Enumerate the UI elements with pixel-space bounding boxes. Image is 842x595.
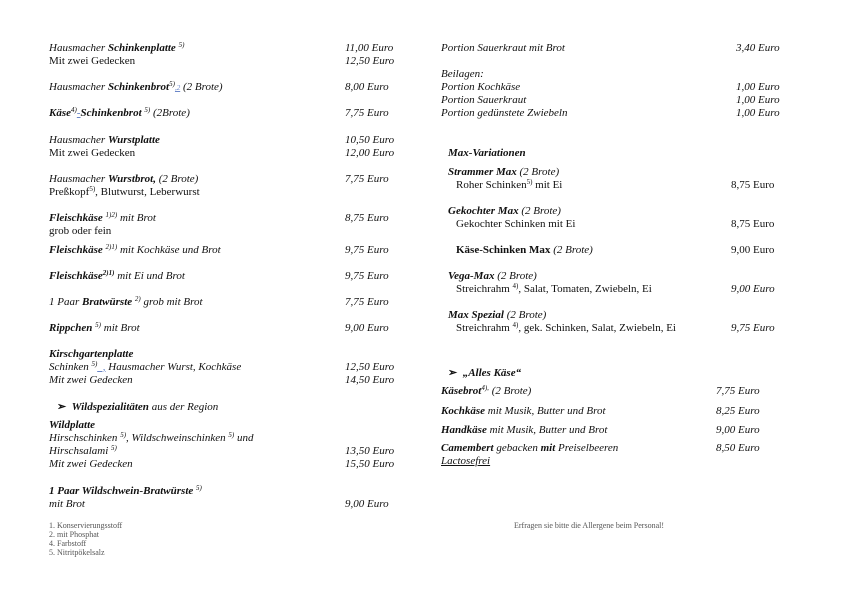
price: 7,75 Euro: [345, 173, 389, 185]
item-camembert: Camembert gebacken mit Preiselbeeren: [441, 442, 619, 454]
item-sub: mit Brot: [49, 498, 85, 510]
price: 7,75 Euro: [345, 296, 389, 308]
price: 10,50 Euro: [345, 134, 395, 146]
price: 12,50 Euro: [345, 361, 395, 373]
item-max-name: Gekochter Max (2 Brote): [448, 205, 561, 217]
item-sub: Hirschsalami $^{5)}$: [49, 444, 117, 457]
item-schinkenbrot: Hausmacher Schinkenbrot$^{5)}$,2 (2 Brote): [49, 80, 223, 93]
footnote: 1. Konservierungsstoff: [49, 521, 123, 530]
price: 9,00 Euro: [731, 244, 775, 256]
price: 15,50 Euro: [345, 458, 395, 470]
allergen-note: Erfragen sie bitte die Allergene beim Personal!: [514, 521, 665, 530]
item-wurstplatte: Hausmacher Wurstplatte: [49, 134, 160, 146]
item-sub: grob oder fein: [49, 225, 112, 237]
price: 14,50 Euro: [345, 374, 395, 386]
section-heading-wild: ➢ Wildspezialitäten aus der Region: [57, 401, 219, 413]
footnote: 4. Farbstoff: [49, 539, 87, 548]
price: 12,50 Euro: [345, 55, 395, 67]
item-schinkenplatte: Hausmacher Schinkenplatte $^{5)}$: [49, 41, 185, 54]
item-max-desc: Streichrahm $^{4)}$, Salat, Tomaten, Zwiebeln, Ei: [456, 282, 652, 295]
item-sub: Mit zwei Gedecken: [49, 374, 133, 386]
section-heading-kaese: ➢ „Alles Käse“: [448, 367, 522, 379]
item-fleischkaese-ei: Fleischkäse$^{2)1)}$ mit Ei und Brot: [49, 269, 185, 282]
price: 9,00 Euro: [345, 498, 389, 510]
item-sub: Mit zwei Gedecken: [49, 458, 133, 470]
item-sub: Mit zwei Gedecken: [49, 147, 136, 159]
price: 9,75 Euro: [731, 322, 775, 334]
price: 9,00 Euro: [345, 322, 389, 334]
item-max-name: Max Spezial (2 Brote): [448, 309, 547, 321]
item-name: Schinkenplatte: [107, 42, 176, 54]
price: 1,00 Euro: [736, 81, 780, 93]
item-kaesebrot: Käsebrot$^{4),}$ (2 Brote): [441, 384, 532, 397]
price: 9,75 Euro: [345, 270, 389, 282]
item-sub: Schinken $^{5)}$_, Hausmacher Wurst, Kochkäse: [49, 360, 242, 373]
beilagen-title: Beilagen:: [441, 68, 484, 80]
footnote: 2. mit Phosphat: [49, 530, 100, 539]
price: 7,75 Euro: [716, 385, 760, 397]
item-handkaese: Handkäse mit Musik, Butter und Brot: [441, 424, 608, 436]
price: 8,75 Euro: [345, 212, 389, 224]
lactosefrei-note: Lactosefrei: [441, 455, 491, 467]
beilage-item: Portion gedünstete Zwiebeln: [441, 107, 568, 119]
section-heading-max: Max-Variationen: [448, 147, 526, 159]
item-sub: Preßkopf$^{5)}$, Blutwurst, Leberwurst: [49, 185, 200, 198]
item-bratwuerste: 1 Paar Bratwürste $^{2)}$ grob mit Brot: [49, 295, 203, 308]
item-max-desc: Gekochter Schinken mit Ei: [456, 218, 576, 230]
item-wildplatte: Wildplatte: [49, 419, 96, 431]
item-fleischkaese-kochkaese: Fleischkäse $^{2)1)}$ mit Kochkäse und Brot: [49, 243, 221, 256]
price: 11,00 Euro: [345, 42, 394, 54]
item-max-name: Strammer Max (2 Brote): [448, 166, 560, 178]
item-max-desc: Streichrahm $^{4)}$, gek. Schinken, Salat, Zwiebeln, Ei: [456, 321, 676, 334]
item-max-desc: Roher Schinken$^{5)}$ mit Ei: [456, 178, 563, 191]
item-rippchen: Rippchen $^{5)}$ mit Brot: [49, 321, 140, 334]
item-sauerkraut: Portion Sauerkraut mit Brot: [441, 42, 565, 54]
item-kirschgartenplatte: Kirschgartenplatte: [49, 348, 134, 360]
item-wild-bratwurst: 1 Paar Wildschwein-Bratwürste $^{5)}$: [49, 484, 202, 497]
price: 3,40 Euro: [736, 42, 780, 54]
price: 12,00 Euro: [345, 147, 395, 159]
item-max-name: Käse-Schinken Max (2 Brote): [456, 244, 593, 256]
item-wurstbrot: Hausmacher Wurstbrot, (2 Brote): [49, 173, 199, 185]
price: 8,00 Euro: [345, 81, 389, 93]
arrow-bullet-icon: ➢: [448, 367, 458, 379]
beilage-item: Portion Kochkäse: [441, 81, 521, 93]
price: 9,00 Euro: [716, 424, 760, 436]
price: 7,75 Euro: [345, 107, 389, 119]
item-max-name: Vega-Max (2 Brote): [448, 270, 537, 282]
item-sub: Mit zwei Gedecken: [49, 55, 136, 67]
footnote: 5. Nitritpökelsalz: [49, 548, 105, 557]
price: 8,75 Euro: [731, 179, 775, 191]
price: 8,50 Euro: [716, 442, 760, 454]
beilage-item: Portion Sauerkraut: [441, 94, 527, 106]
price: 9,75 Euro: [345, 244, 389, 256]
price: 13,50 Euro: [345, 445, 395, 457]
item-kochkaese: Kochkäse mit Musik, Butter und Brot: [441, 405, 606, 417]
price: 1,00 Euro: [736, 107, 780, 119]
item-fleischkaese-brot: Fleischkäse $^{1)2)}$ mit Brot: [49, 211, 156, 224]
arrow-bullet-icon: ➢: [57, 401, 67, 413]
price: 8,25 Euro: [716, 405, 760, 417]
item-sub: Hirschschinken $^{5)}$, Wildschweinschinken $^{5)}$ und: [49, 431, 254, 444]
price: 1,00 Euro: [736, 94, 780, 106]
price: 9,00 Euro: [731, 283, 775, 295]
item-kaese-schinkenbrot: Käse$^{4)}$-Schinkenbrot $^{5)}$ (2Brote): [49, 106, 190, 119]
price: 8,75 Euro: [731, 218, 775, 230]
